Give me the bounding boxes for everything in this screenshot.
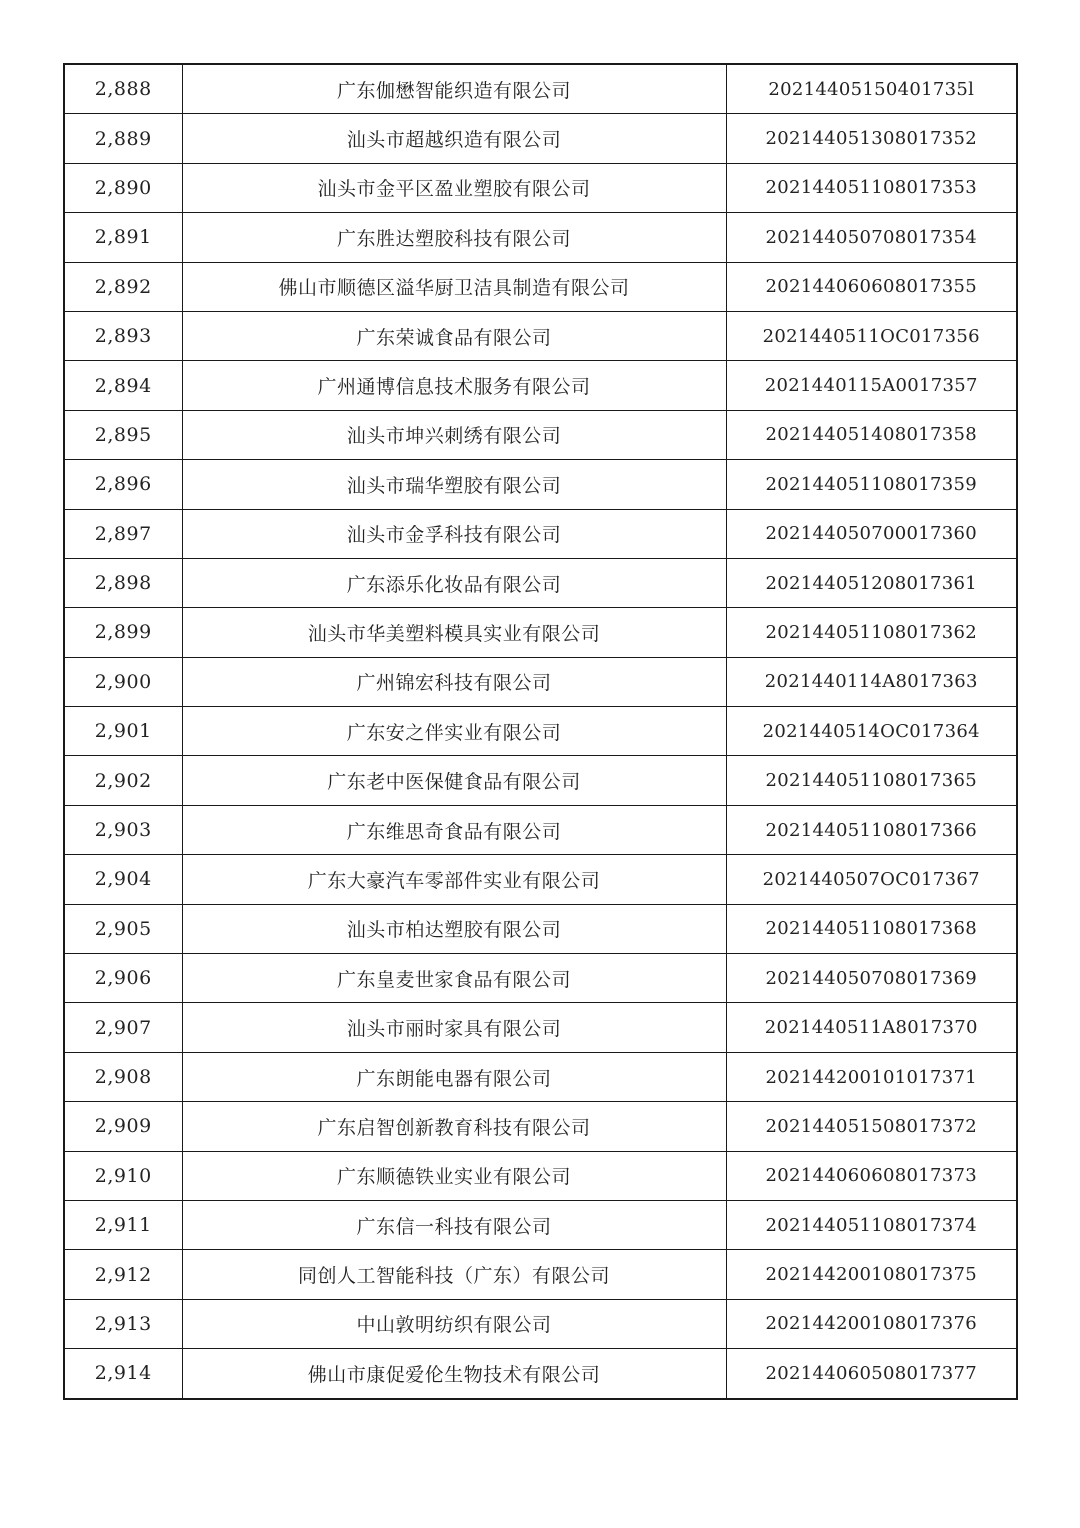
company-name-cell: 佛山市康促爱伦生物技术有限公司 [182, 1349, 726, 1399]
registration-code-cell: 202144051108017359 [726, 460, 1017, 509]
registration-code-cell: 202144200108017375 [726, 1250, 1017, 1299]
table-row [64, 904, 1017, 953]
company-name-cell: 广东顺德铁业实业有限公司 [182, 1151, 726, 1200]
row-number-cell: 2,903 [64, 805, 182, 854]
row-number-cell: 2,892 [64, 262, 182, 311]
company-name-cell: 广州通博信息技术服务有限公司 [182, 361, 726, 410]
registration-code-cell: 2021440507OC017367 [726, 855, 1017, 904]
registration-code-cell: 2021440514OC017364 [726, 707, 1017, 756]
company-name-cell: 广东皇麦世家食品有限公司 [182, 954, 726, 1003]
table-row [64, 805, 1017, 854]
table-row [64, 410, 1017, 459]
company-name-cell: 广东胜达塑胶科技有限公司 [182, 213, 726, 262]
row-number-cell: 2,900 [64, 657, 182, 706]
table-row [64, 1200, 1017, 1249]
company-name-cell: 广东安之伴实业有限公司 [182, 707, 726, 756]
table-row [64, 1349, 1017, 1399]
registration-code-cell: 202144050708017354 [726, 213, 1017, 262]
company-name-cell: 汕头市超越织造有限公司 [182, 114, 726, 163]
registration-code-cell: 202144051108017374 [726, 1200, 1017, 1249]
row-number-cell: 2,893 [64, 311, 182, 360]
table-row [64, 361, 1017, 410]
registration-code-cell: 202144051208017361 [726, 558, 1017, 607]
registration-code-cell: 202144060608017373 [726, 1151, 1017, 1200]
row-number-cell: 2,902 [64, 756, 182, 805]
registration-code-cell: 202144051308017352 [726, 114, 1017, 163]
row-number-cell: 2,895 [64, 410, 182, 459]
registration-code-cell: 202144051108017368 [726, 904, 1017, 953]
company-name-cell: 广东朗能电器有限公司 [182, 1052, 726, 1101]
table-row [64, 855, 1017, 904]
table-row [64, 657, 1017, 706]
row-number-cell: 2,905 [64, 904, 182, 953]
row-number-cell: 2,909 [64, 1102, 182, 1151]
table-row [64, 213, 1017, 262]
registration-code-cell: 202144051408017358 [726, 410, 1017, 459]
registration-code-cell: 20214405150401735l [726, 64, 1017, 114]
table-row [64, 1102, 1017, 1151]
registration-code-cell: 202144051108017365 [726, 756, 1017, 805]
table-row [64, 608, 1017, 657]
registration-code-cell: 202144060608017355 [726, 262, 1017, 311]
registration-code-cell: 202144051108017353 [726, 163, 1017, 212]
company-name-cell: 汕头市瑞华塑胶有限公司 [182, 460, 726, 509]
registration-code-cell: 202144200101017371 [726, 1052, 1017, 1101]
registration-code-cell: 202144051508017372 [726, 1102, 1017, 1151]
table-row [64, 756, 1017, 805]
row-number-cell: 2,898 [64, 558, 182, 607]
registration-code-cell: 202144051108017366 [726, 805, 1017, 854]
company-name-cell: 广东添乐化妆品有限公司 [182, 558, 726, 607]
row-number-cell: 2,899 [64, 608, 182, 657]
company-name-cell: 广东信一科技有限公司 [182, 1200, 726, 1249]
table-row [64, 262, 1017, 311]
row-number-cell: 2,901 [64, 707, 182, 756]
row-number-cell: 2,890 [64, 163, 182, 212]
table-row [64, 1250, 1017, 1299]
table-row [64, 707, 1017, 756]
row-number-cell: 2,906 [64, 954, 182, 1003]
table-row [64, 558, 1017, 607]
table-row [64, 1299, 1017, 1348]
table-row [64, 509, 1017, 558]
company-name-cell: 佛山市顺德区溢华厨卫洁具制造有限公司 [182, 262, 726, 311]
company-name-cell: 汕头市坤兴刺绣有限公司 [182, 410, 726, 459]
table-row [64, 1003, 1017, 1052]
row-number-cell: 2,914 [64, 1349, 182, 1399]
registration-code-cell: 202144051108017362 [726, 608, 1017, 657]
registration-code-cell: 2021440114A8017363 [726, 657, 1017, 706]
registration-code-cell: 2021440511OC017356 [726, 311, 1017, 360]
table-row [64, 460, 1017, 509]
row-number-cell: 2,891 [64, 213, 182, 262]
registration-code-cell: 2021440115A0017357 [726, 361, 1017, 410]
company-name-cell: 汕头市柏达塑胶有限公司 [182, 904, 726, 953]
row-number-cell: 2,908 [64, 1052, 182, 1101]
row-number-cell: 2,894 [64, 361, 182, 410]
table-row [64, 114, 1017, 163]
table-row [64, 1151, 1017, 1200]
registration-code-cell: 202144200108017376 [726, 1299, 1017, 1348]
registration-code-cell: 2021440511A8017370 [726, 1003, 1017, 1052]
company-name-cell: 广东伽懋智能织造有限公司 [182, 64, 726, 114]
registration-code-cell: 202144050708017369 [726, 954, 1017, 1003]
company-name-cell: 广东老中医保健食品有限公司 [182, 756, 726, 805]
row-number-cell: 2,912 [64, 1250, 182, 1299]
row-number-cell: 2,888 [64, 64, 182, 114]
company-name-cell: 汕头市金孚科技有限公司 [182, 509, 726, 558]
company-name-cell: 广东启智创新教育科技有限公司 [182, 1102, 726, 1151]
company-name-cell: 同创人工智能科技（广东）有限公司 [182, 1250, 726, 1299]
registry-table-body [64, 64, 1017, 1399]
company-registry-table [63, 63, 1018, 1400]
row-number-cell: 2,896 [64, 460, 182, 509]
table-row [64, 954, 1017, 1003]
row-number-cell: 2,913 [64, 1299, 182, 1348]
table-row [64, 311, 1017, 360]
company-name-cell: 广东维思奇食品有限公司 [182, 805, 726, 854]
company-name-cell: 广东荣诚食品有限公司 [182, 311, 726, 360]
table-row [64, 64, 1017, 114]
table-row [64, 163, 1017, 212]
company-name-cell: 汕头市金平区盈业塑胶有限公司 [182, 163, 726, 212]
row-number-cell: 2,911 [64, 1200, 182, 1249]
registration-code-cell: 202144050700017360 [726, 509, 1017, 558]
company-name-cell: 汕头市华美塑料模具实业有限公司 [182, 608, 726, 657]
company-name-cell: 广东大豪汽车零部件实业有限公司 [182, 855, 726, 904]
row-number-cell: 2,897 [64, 509, 182, 558]
company-name-cell: 广州锦宏科技有限公司 [182, 657, 726, 706]
registration-code-cell: 202144060508017377 [726, 1349, 1017, 1399]
company-name-cell: 中山敦明纺织有限公司 [182, 1299, 726, 1348]
company-name-cell: 汕头市丽时家具有限公司 [182, 1003, 726, 1052]
table-row [64, 1052, 1017, 1101]
row-number-cell: 2,910 [64, 1151, 182, 1200]
row-number-cell: 2,904 [64, 855, 182, 904]
row-number-cell: 2,889 [64, 114, 182, 163]
row-number-cell: 2,907 [64, 1003, 182, 1052]
